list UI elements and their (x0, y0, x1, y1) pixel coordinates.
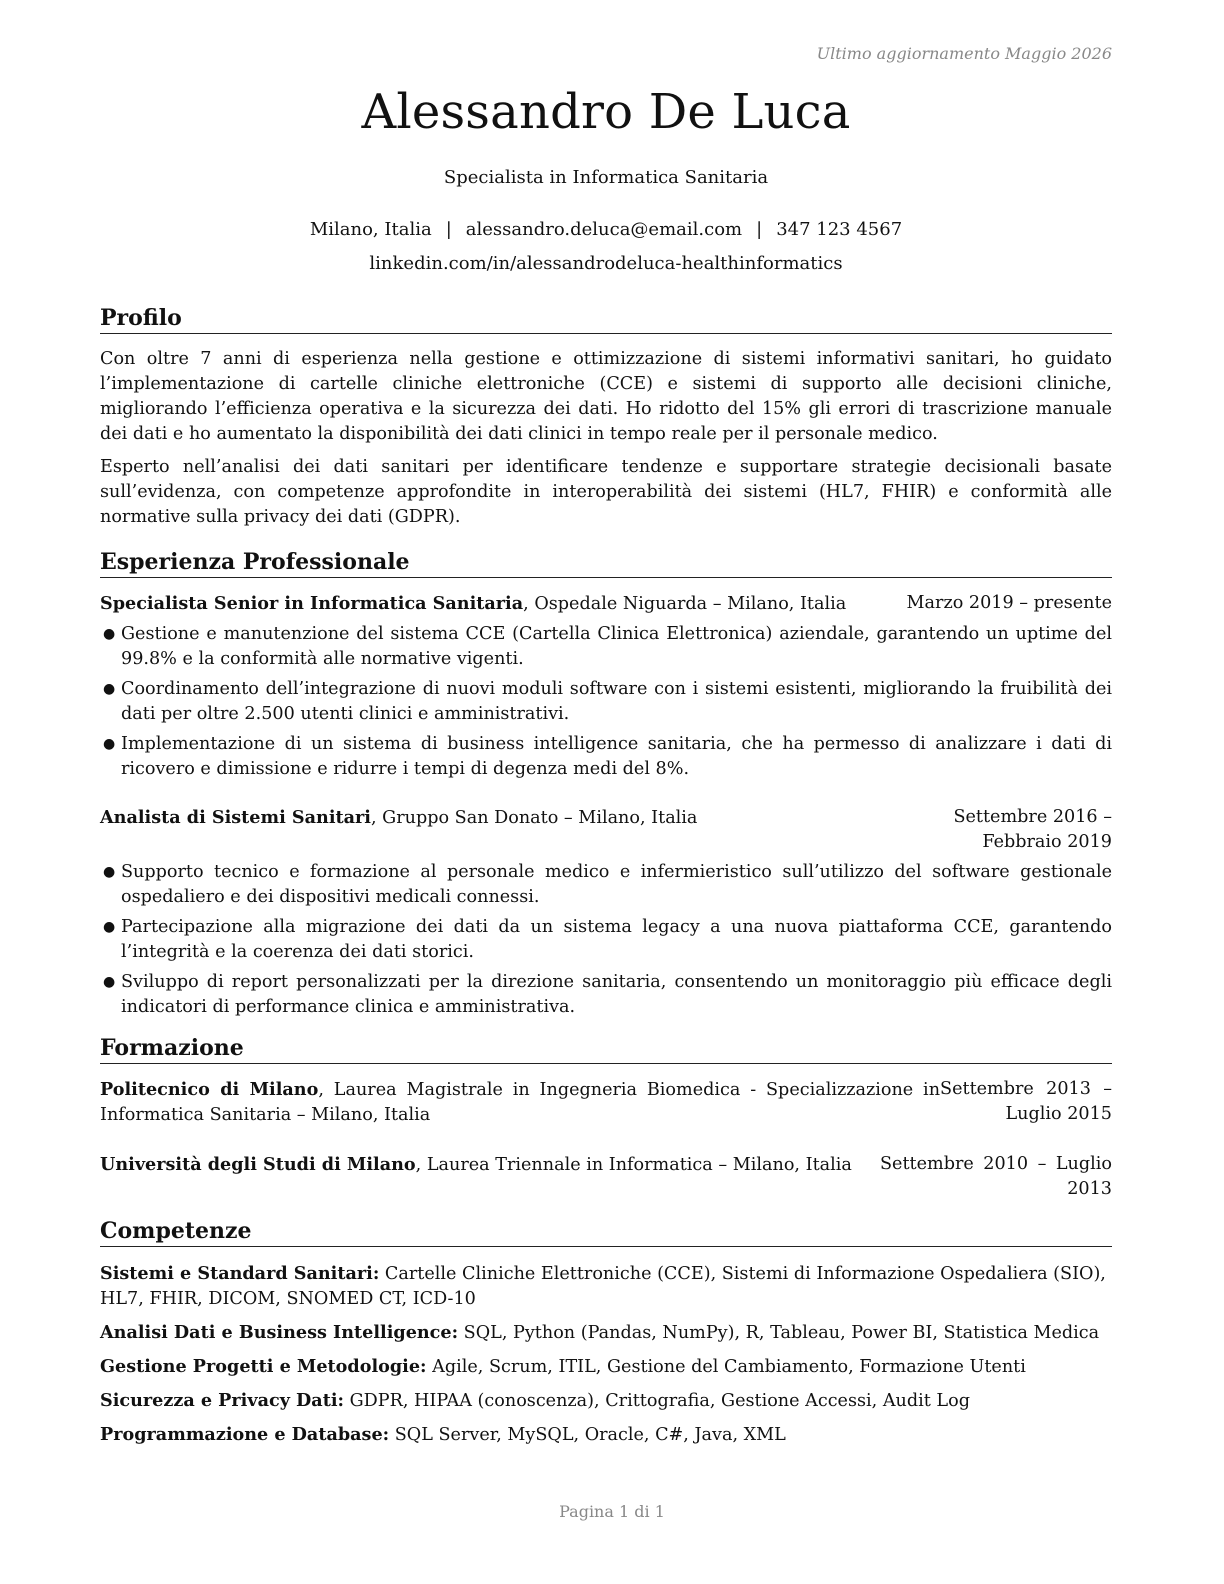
list-item (100, 915, 1112, 965)
job-org: , Ospedale Niguarda – Milano, Italia (523, 594, 847, 614)
job-org: , Gruppo San Donato – Milano, Italia (370, 808, 698, 828)
contact-location: Milano, Italia (309, 219, 432, 240)
last-updated: Ultimo aggiornamento Maggio 2026 (816, 44, 1112, 63)
job-entry (100, 805, 1112, 1020)
profile-paragraph: Esperto nell’analisi dei dati sanitari per identificare tendenze e supportare strategie decisionali basate sull’evidenza, con competenze approfondite in interoperabilità dei sistemi (HL7, FHIR) e conformità alle normative sulla privacy dei dati (GDPR). (100, 457, 1112, 527)
bullet-icon: ● (103, 626, 116, 642)
page-number: Pagina 1 di 1 (559, 1502, 665, 1521)
experience-section (100, 548, 1112, 1020)
skill-value: GDPR, HIPAA (conoscenza), Crittografia, Gestione Accessi, Audit Log (344, 1391, 970, 1411)
profile-paragraph: Con oltre 7 anni di esperienza nella gestione e ottimizzazione di sistemi informativi sanitari, ho guidato l’implementazione di cartelle cliniche elettroniche (CCE) e sistemi di supporto alle decisioni cliniche, migliorando l’efficienza operativa e la sicurezza dei dati. Ho ridotto del 15% gli errori di trascrizione manuale dei dati e ho aumentato la disponibilità dei dati clinici in tempo reale per il personale medico. (100, 349, 1112, 444)
skill-label: Analisi Dati e Business Intelligence: (100, 1322, 459, 1343)
education-section (100, 1034, 1112, 1202)
skill-row (100, 1320, 1112, 1346)
profile-section (100, 304, 1112, 530)
skill-value: SQL Server, MySQL, Oracle, C#, Java, XML (389, 1425, 786, 1445)
section-title: Competenze (100, 1217, 1112, 1247)
job-entry (100, 591, 1112, 782)
education-entry (100, 1077, 1112, 1128)
bullet-text: Supporto tecnico e formazione al personale medico e infermieristico sull’utilizzo del software gestionale ospedaliero e dei dispositivi medicali connessi. (121, 862, 1112, 907)
list-item (100, 732, 1112, 782)
skill-value: Cartelle Cliniche Elettroniche (CCE), Sistemi di Informazione Ospedaliera (SIO), HL7, FHIR, DICOM, SNOMED CT, ICD-10 (100, 1264, 1106, 1309)
list-item (100, 860, 1112, 910)
skill-row (100, 1388, 1112, 1414)
education-title-line (100, 1152, 880, 1178)
skill-label: Programmazione e Database: (100, 1424, 390, 1445)
bullet-text: Coordinamento dell’integrazione di nuovi moduli software con i sistemi esistenti, migliorando la fruibilità dei dati per oltre 2.500 utenti clinici e amministrativi. (121, 679, 1112, 724)
job-dates: Marzo 2019 – presente (906, 593, 1112, 613)
education-dates: Settembre 2010 – Luglio 2013 (880, 1154, 1112, 1199)
job-bullets (100, 860, 1112, 1020)
education-title-line (100, 1077, 940, 1128)
bullet-icon: ● (103, 736, 116, 752)
education-school: Politecnico di Milano (100, 1079, 319, 1100)
contact-separator: | (756, 219, 763, 240)
job-role: Specialista Senior in Informatica Sanitaria (100, 593, 524, 614)
section-title: Profilo (100, 304, 1112, 334)
skill-row (100, 1422, 1112, 1448)
skills-section (100, 1217, 1112, 1448)
skill-label: Gestione Progetti e Metodologie: (100, 1356, 427, 1377)
bullet-icon: ● (103, 864, 116, 880)
list-item (100, 622, 1112, 672)
contact-line (100, 219, 1112, 240)
skill-value: Agile, Scrum, ITIL, Gestione del Cambiamento, Formazione Utenti (426, 1357, 1026, 1377)
education-entry (100, 1152, 1112, 1202)
skill-label: Sistemi e Standard Sanitari: (100, 1263, 380, 1284)
job-title-line (100, 805, 874, 831)
candidate-role: Specialista in Informatica Sanitaria (443, 167, 769, 188)
contact-phone[interactable]: 347 123 4567 (776, 219, 903, 240)
bullet-icon: ● (103, 681, 116, 697)
skill-label: Sicurezza e Privacy Dati: (100, 1390, 345, 1411)
section-title: Esperienza Professionale (100, 548, 1112, 578)
linkedin-link[interactable]: linkedin.com/in/alessandrodeluca-healthinformatics (369, 253, 843, 274)
bullet-text: Gestione e manutenzione del sistema CCE (Cartella Clinica Elettronica) aziendale, garantendo un uptime del 99.8% e la conformità alle normative vigenti. (121, 624, 1112, 669)
section-title: Formazione (100, 1034, 1112, 1064)
skill-value: SQL, Python (Pandas, NumPy), R, Tableau, Power BI, Statistica Medica (458, 1323, 1100, 1343)
list-item (100, 970, 1112, 1020)
skill-row (100, 1354, 1112, 1380)
contact-separator: | (445, 219, 452, 240)
job-dates: Settembre 2016 – Febbraio 2019 (953, 807, 1112, 852)
job-header (100, 591, 1112, 617)
list-item (100, 677, 1112, 727)
education-detail: , Laurea Triennale in Informatica – Milano, Italia (415, 1155, 852, 1175)
candidate-name: Alessandro De Luca (361, 84, 851, 140)
contact-email[interactable]: alessandro.deluca@email.com (465, 219, 743, 240)
bullet-text: Partecipazione alla migrazione dei dati da un sistema legacy a una nuova piattaforma CCE, garantendo l’integrità e la coerenza dei dati storici. (121, 917, 1112, 962)
job-title-line (100, 591, 907, 617)
bullet-text: Implementazione di un sistema di business intelligence sanitaria, che ha permesso di analizzare i dati di ricovero e dimissione e ridurre i tempi di degenza medi del 8%. (121, 734, 1112, 779)
bullet-icon: ● (103, 919, 116, 935)
bullet-icon: ● (103, 974, 116, 990)
job-bullets (100, 622, 1112, 782)
job-role: Analista di Sistemi Sanitari (100, 807, 371, 828)
education-detail: , Laurea Magistrale in Ingegneria Biomedica - Specializzazione in Informatica Sanitaria – Milano, Italia (100, 1080, 941, 1125)
education-dates: Settembre 2013 – Luglio 2015 (940, 1079, 1112, 1124)
job-header (100, 805, 1112, 855)
skill-row (100, 1261, 1112, 1312)
education-school: Università degli Studi di Milano (100, 1154, 416, 1175)
bullet-text: Sviluppo di report personalizzati per la direzione sanitaria, consentendo un monitoraggio più efficace degli indicatori di performance clinica e amministrativa. (121, 972, 1112, 1017)
